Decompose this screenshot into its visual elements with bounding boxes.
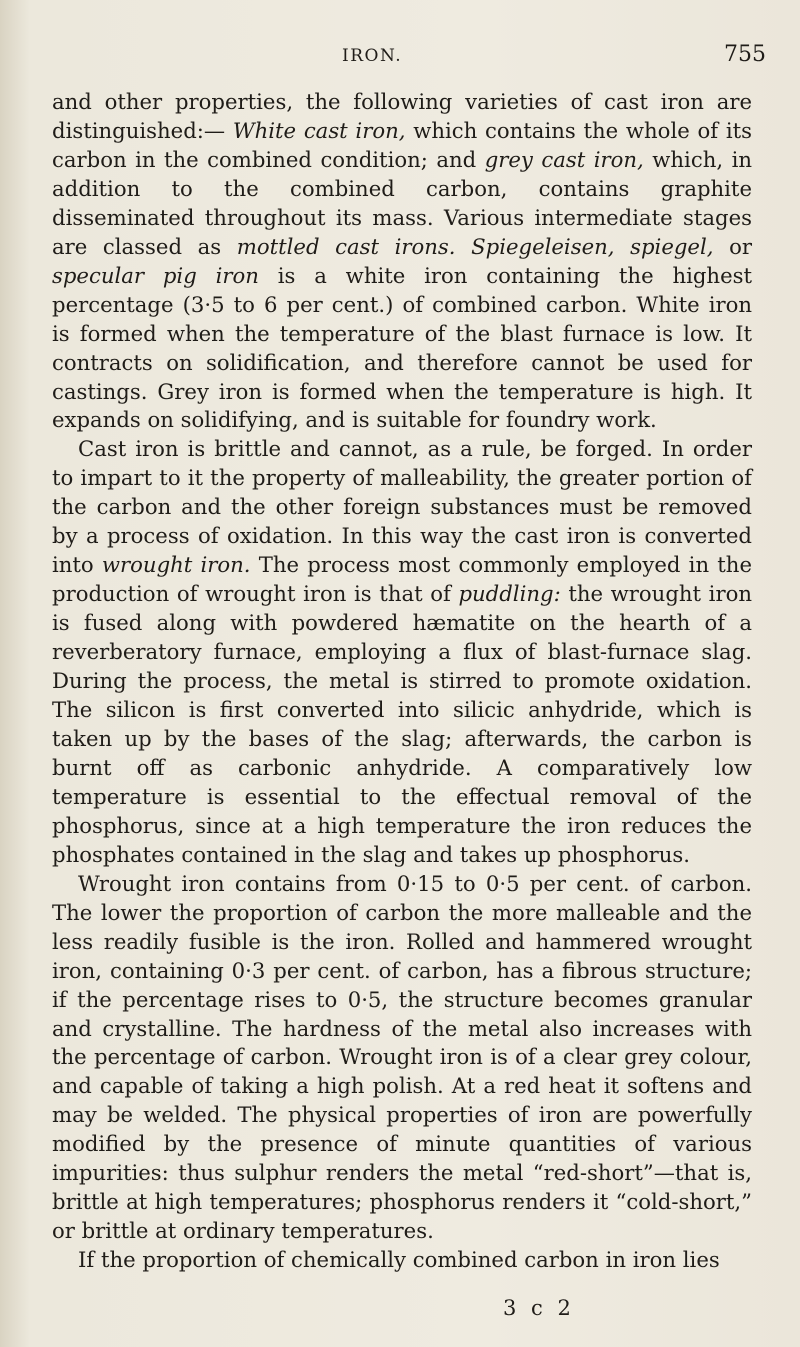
text-run: and other properties, the following varieties of cast iron are distinguished:— [52, 89, 752, 143]
paragraph [52, 870, 752, 1246]
italic-term: White cast iron, [232, 117, 406, 143]
paragraph [52, 88, 752, 435]
text-run: the wrought iron is fused along with powdered hæmatite on the hearth of a reverberatory furnace, employing a flux of blast-furnace slag. During the process, the metal is stirred to promote oxidation. The silicon is first converted into silicic anhydride, which is taken up by the bases of the slag; afterwards, the carbon is burnt off as carbonic anhydride. A comparatively low temperature is essential to the effectual removal of the phosphorus, since at a high temperature the iron reduces the phosphates contained in the slag and takes up phosphorus. [52, 581, 752, 867]
italic-term: Spiegeleisen, spiegel, [471, 233, 714, 259]
page-number: 755 [724, 42, 766, 67]
text-run: which contains the whole of its carbon in the combined condition; and [52, 117, 752, 172]
text-run: or [713, 233, 752, 259]
text-run: is a white iron containing the highest percentage (3·5 to 6 per cent.) of combined carbon. White iron is formed when the temperature of the blast furnace is low. It contracts on solidification, and therefore cannot be used for castings. Grey iron is formed when the temperature is high. It expands on solidifying, and is suitable for foundry work. [52, 262, 753, 433]
italic-term: specular pig iron [52, 262, 259, 288]
text-run [456, 234, 472, 259]
italic-term: wrought iron. [101, 552, 251, 578]
body-text [52, 88, 752, 1275]
italic-term: puddling: [458, 581, 561, 607]
paragraph [52, 1246, 752, 1275]
running-head: IRON. [342, 46, 403, 66]
page-header [0, 42, 800, 76]
text-run: Cast iron is brittle and cannot, as a rule, be forged. In order to impart to it the property of malleability, the greater portion of the carbon and the other foreign substances must be removed by a process of oxidation. In this way the cast iron is converted into [52, 436, 752, 578]
text-run: which, in addition to the combined carbon, contains graphite disseminated throughout its mass. Various intermediate stages are classed as [52, 146, 752, 259]
signature-mark: 3 c 2 [503, 1296, 575, 1320]
text-run: If the proportion of chemically combined carbon in iron lies [78, 1247, 720, 1273]
italic-term: grey cast iron, [484, 146, 644, 172]
italic-term: mottled cast irons. [236, 233, 456, 259]
text-run: Wrought iron contains from 0·15 to 0·5 per cent. of carbon. The lower the proportion of carbon the more malleable and the less readily fusible is the iron. Rolled and hammered wrought iron, containing 0·3 per cent. of carbon, has a fibrous structure; if the percentage rises to 0·5, the structure becomes granular and crystalline. The hardness of the metal also increases with the percentage of carbon. Wrought iron is of a clear grey colour, and capable of taking a high polish. At a red heat it softens and may be welded. The physical properties of iron are powerfully modified by the presence of minute quantities of various impurities: thus sulphur renders the metal “red-short”—that is, brittle at high temperatures; phosphorus renders it “cold-short,” or brittle at ordinary temperatures. [52, 870, 752, 1244]
paragraph [52, 435, 752, 869]
text-run: The process most commonly employed in the production of wrought iron is that of [52, 552, 752, 607]
